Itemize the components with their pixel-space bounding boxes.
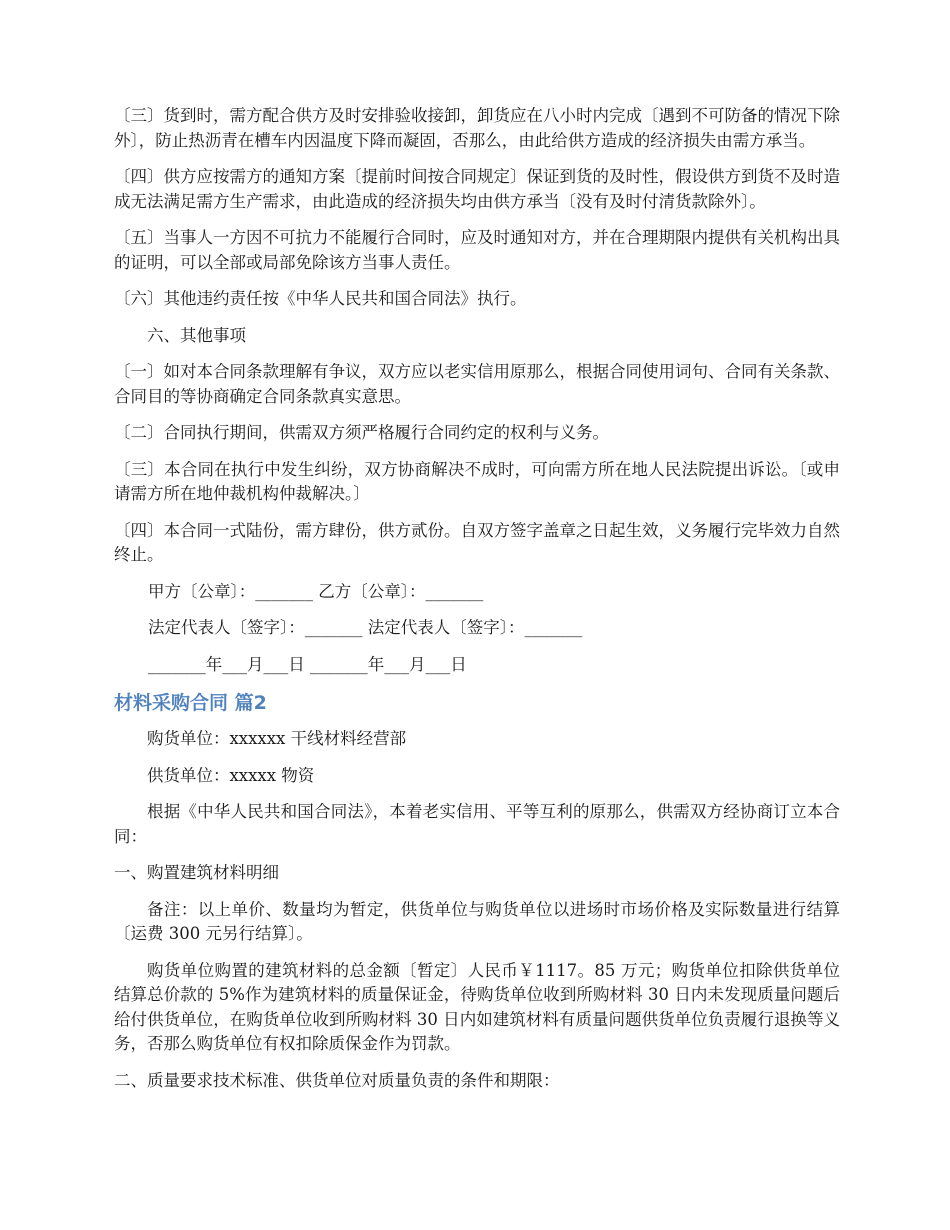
price-note: 备注：以上单价、数量均为暂定，供货单位与购货单位以进场时市场价格及实际数量进行结算〔运费 300 元另行结算〕。	[114, 899, 840, 943]
other-item-1: 〔一〕如对本合同条款理解有争议，双方应以老实信用原那么，根据合同使用词句、合同有关条款、合同目的等协商确定合同条款真实意思。	[114, 362, 840, 406]
document-page	[114, 104, 840, 1105]
clause-3-delivery: 〔三〕货到时，需方配合供方及时安排验收接卸，卸货应在八小时内完成〔遇到不可防备的情况下除外〕，防止热沥青在槽车内因温度下降而凝固，否那么，由此给供方造成的经济损失由需方承当。	[114, 106, 840, 150]
signature-date-line: _______年___月___日 _______年___月___日	[148, 654, 467, 674]
clause-4-timeliness: 〔四〕供方应按需方的通知方案〔提前时间按合同规定〕保证到货的及时性，假设供方到货不及时造成无法满足需方生产需求，由此造成的经济损失均由供方承当〔没有及时付清货款除外〕。	[114, 167, 840, 211]
clause-5-force-majeure: 〔五〕当事人一方因不可抗力不能履行合同时，应及时通知对方，并在合理期限内提供有关机构出具的证明，可以全部或局部免除该方当事人责任。	[114, 228, 840, 272]
section-other-matters-heading: 六、其他事项	[147, 325, 246, 345]
materials-list-heading: 一、购置建筑材料明细	[114, 863, 279, 882]
buyer-line: 购货单位：xxxxxx 干线材料经营部	[147, 729, 407, 748]
other-item-2: 〔二〕合同执行期间，供需双方须严格履行合同约定的权利与义务。	[114, 423, 609, 442]
supplier-line: 供货单位：xxxxx 物资	[147, 765, 315, 785]
signature-party-line: 甲方〔公章〕：_______ 乙方〔公章〕：_______	[148, 581, 484, 601]
section-2-title: 材料采购合同 篇2	[114, 692, 267, 714]
signature-representative-line: 法定代表人〔签字〕：_______ 法定代表人〔签字〕：_______	[148, 618, 583, 637]
other-item-3: 〔三〕本合同在执行中发生纠纷，双方协商解决不成时，可向需方所在地人民法院提出诉讼。〔或申请需方所在地仲裁机构仲裁解决。〕	[114, 459, 840, 503]
clause-6-other-liability: 〔六〕其他违约责任按《中华人民共和国合同法》执行。	[114, 289, 527, 308]
contract-intro: 根据《中华人民共和国合同法》，本着老实信用、平等互利的原那么，供需双方经协商订立本合同：	[114, 802, 840, 846]
other-item-4: 〔四〕本合同一式陆份，需方肆份，供方贰份。自双方签字盖章之日起生效，义务履行完毕效力自然终止。	[114, 520, 840, 564]
total-amount-paragraph: 购货单位购置的建筑材料的总金额〔暂定〕人民币￥1117。85 万元；购货单位扣除供货单位结算总价款的 5%作为建筑材料的质量保证金，待购货单位收到所购材料 30 日内未发现质量问题后给付供货单位，在购货单位收到所购材料 30 日内如建筑材料有质量问题供货单位负责履行退换等义务，否那么购货单位有权扣除质保金作为罚款。	[114, 960, 840, 1053]
quality-requirements-heading: 二、质量要求技术标准、供货单位对质量负责的条件和期限：	[114, 1070, 560, 1090]
